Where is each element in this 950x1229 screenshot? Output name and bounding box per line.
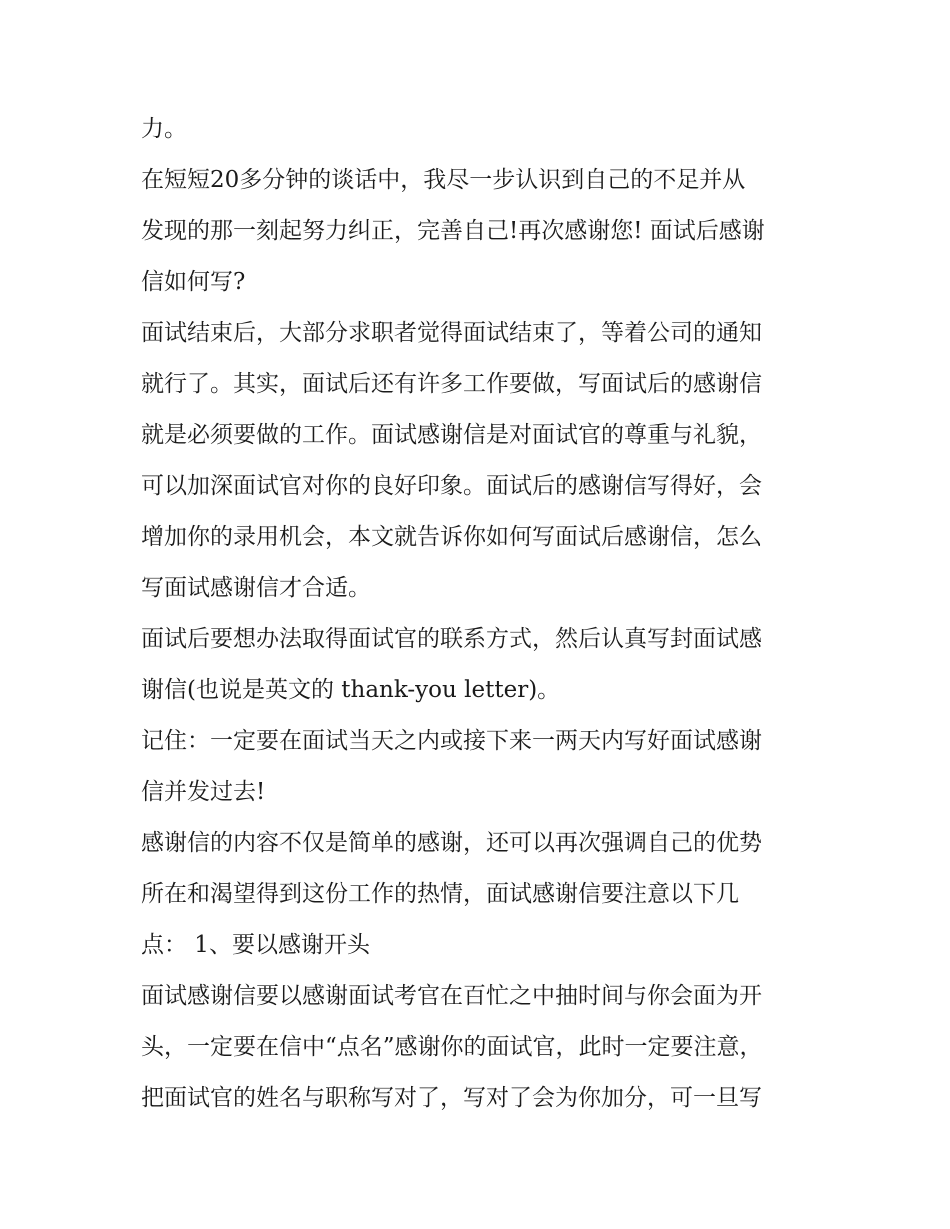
text-line: 谢信(也说是英文的 thank-you letter)。 (141, 677, 561, 703)
text-line: 所在和渴望得到这份工作的热情，面试感谢信要注意以下几 (141, 881, 739, 907)
text-line: 把面试官的姓名与职称写对了，写对了会为你加分，可一旦写 (141, 1085, 762, 1111)
text-line: 增加你的录用机会，本文就告诉你如何写面试后感谢信，怎么 (141, 524, 762, 550)
text-line: 信并发过去! (141, 779, 266, 805)
text-line: 面试感谢信要以感谢面试考官在百忙之中抽时间与你会面为开 (141, 983, 762, 1009)
text-line: 信如何写? (141, 269, 246, 295)
text-line: 记住：一定要在面试当天之内或接下来一两天内写好面试感谢 (141, 728, 762, 754)
text-line: 面试后要想办法取得面试官的联系方式，然后认真写封面试感 (141, 626, 762, 652)
text-line: 在短短20多分钟的谈话中，我尽一步认识到自己的不足并从 (141, 167, 746, 193)
text-line: 就是必须要做的工作。面试感谢信是对面试官的尊重与礼貌， (141, 422, 762, 448)
text-line: 写面试感谢信才合适。 (141, 575, 371, 601)
text-line: 力。 (141, 116, 187, 142)
text-line: 头，一定要在信中“点名”感谢你的面试官，此时一定要注意， (141, 1034, 763, 1060)
text-line: 面试结束后，大部分求职者觉得面试结束了，等着公司的通知 (141, 320, 762, 346)
text-line: 可以加深面试官对你的良好印象。面试后的感谢信写得好，会 (141, 473, 762, 499)
text-line: 点： 1、要以感谢开头 (141, 932, 370, 958)
document-body (141, 104, 821, 1124)
text-line: 发现的那一刻起努力纠正，完善自己!再次感谢您! 面试后感谢 (141, 218, 765, 244)
text-line: 感谢信的内容不仅是简单的感谢，还可以再次强调自己的优势 (141, 830, 762, 856)
text-line: 就行了。其实，面试后还有许多工作要做，写面试后的感谢信 (141, 371, 762, 397)
